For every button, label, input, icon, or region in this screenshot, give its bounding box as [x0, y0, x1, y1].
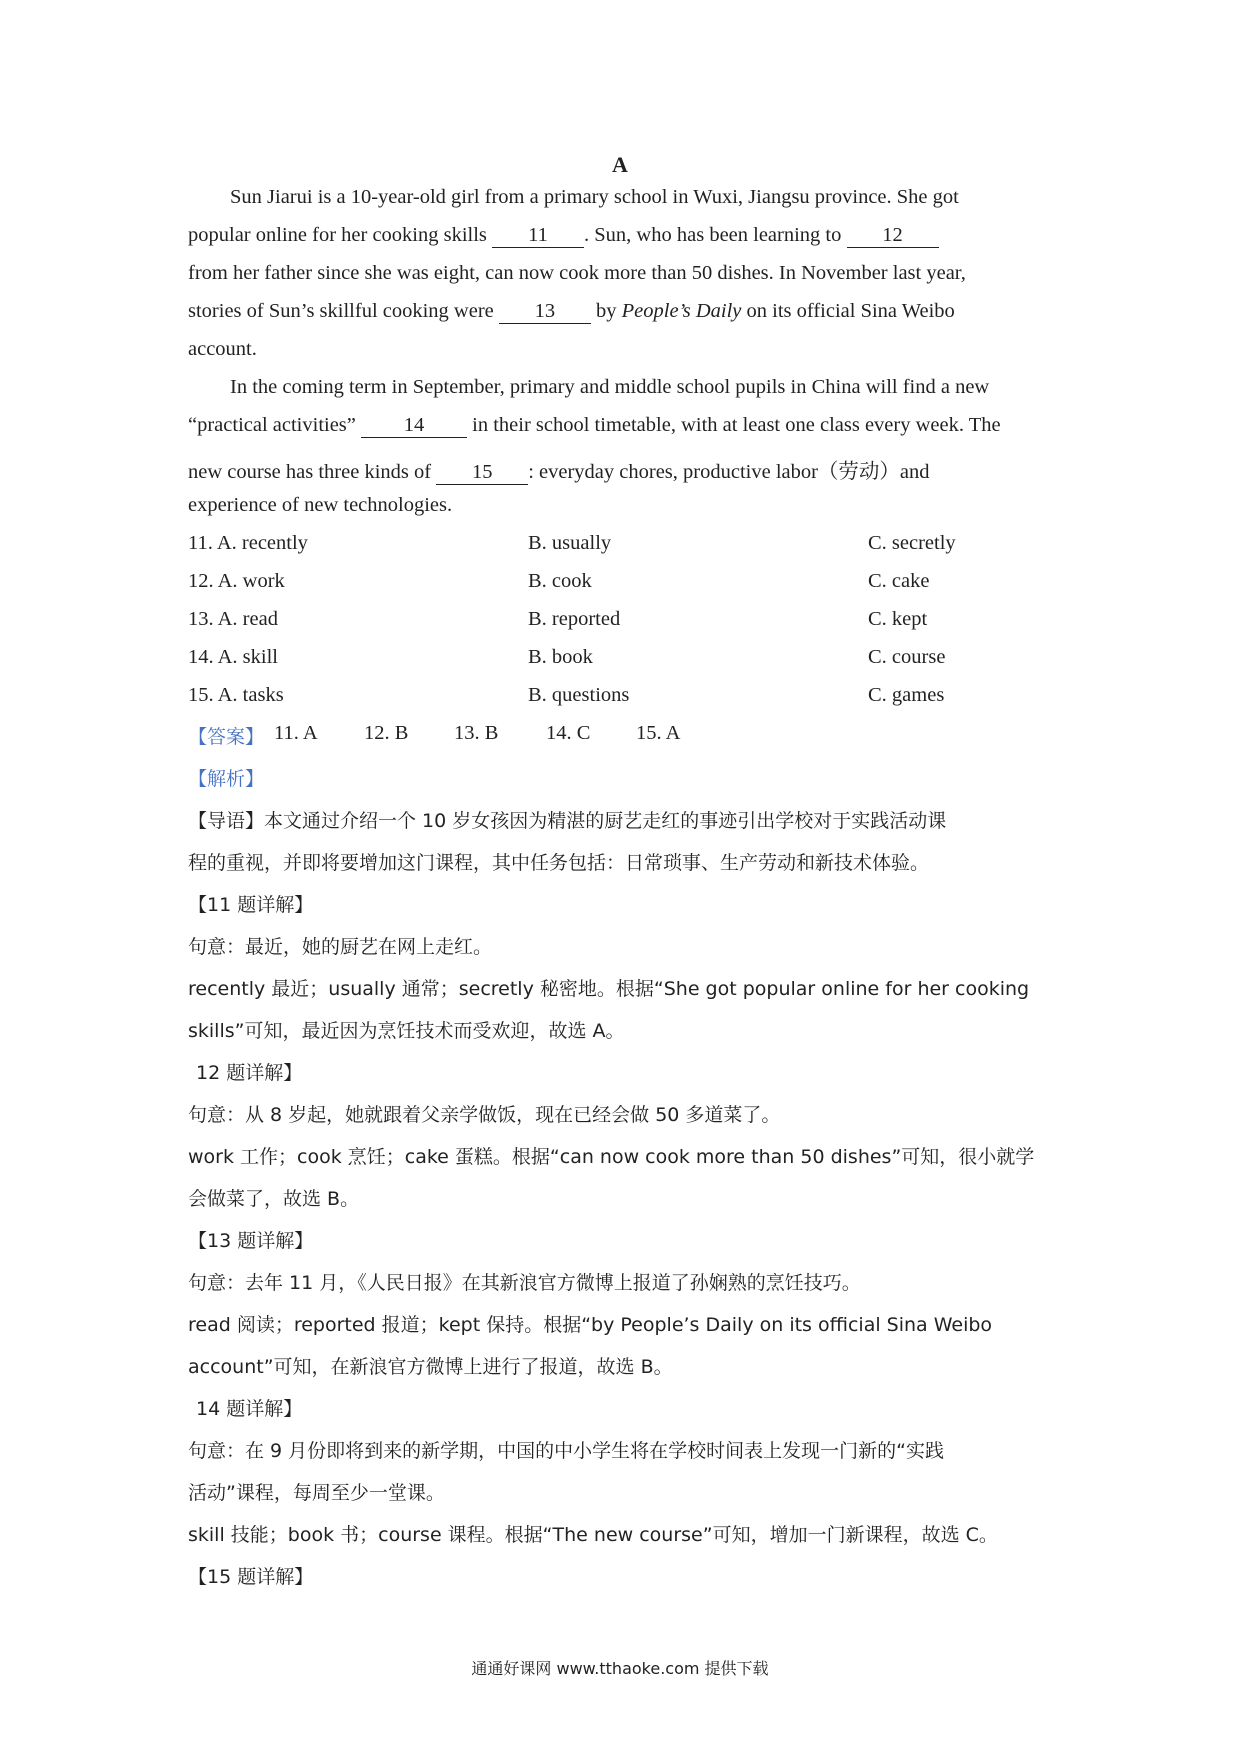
answer-item: 13. B: [454, 722, 499, 744]
explanation-line: 句意：在 9 月份即将到来的新学期，中国的中小学生将在学校时间表上发现一门新的“实践: [188, 1440, 945, 1462]
passage-line: from her father since she was eight, can now cook more than 50 dishes. In November last year,: [188, 262, 966, 284]
option-13-a: 13. A. read: [188, 608, 278, 630]
explanation-line: read 阅读；reported 报道；kept 保持。根据“by People’s Daily on its official Sina Weibo: [188, 1314, 993, 1336]
passage-line: [188, 414, 1001, 438]
option-13-c: C. kept: [868, 608, 928, 630]
passage-line: experience of new technologies.: [188, 494, 453, 516]
answer-item: 12. B: [364, 722, 409, 744]
explanation-line: 会做菜了，故选 B。: [188, 1188, 360, 1210]
passage-text: in their school timetable, with at least one class every week. The: [467, 414, 1001, 436]
explanation-heading: 12 题详解】: [196, 1062, 303, 1084]
answer-label: 【答案】: [188, 726, 265, 748]
passage-text: “practical activities”: [188, 414, 362, 436]
explanation-line: skills”可知，最近因为烹饪技术而受欢迎，故选 A。: [188, 1020, 625, 1042]
section-title: A: [612, 152, 628, 177]
passage-line: [188, 454, 930, 485]
blank-13: 13: [499, 300, 591, 324]
answer-item: 11. A: [274, 722, 318, 744]
explanation-heading: 【15 题详解】: [188, 1566, 314, 1588]
explanation-line: skill 技能；book 书；course 课程。根据“The new course”可知，增加一门新课程，故选 C。: [188, 1524, 998, 1546]
explanation-line: recently 最近；usually 通常；secretly 秘密地。根据“She got popular online for her cooking: [188, 978, 1030, 1000]
option-15-a: 15. A. tasks: [188, 684, 284, 706]
passage-text: by: [590, 300, 622, 322]
blank-11: 11: [492, 224, 584, 248]
explanation-heading: 【11 题详解】: [188, 894, 314, 916]
passage-line: Sun Jiarui is a 10-year-old girl from a primary school in Wuxi, Jiangsu province. She got: [230, 186, 959, 208]
passage-text: new course has three kinds of: [188, 461, 437, 483]
option-11-a: 11. A. recently: [188, 532, 308, 554]
answer-item: 14. C: [546, 722, 591, 744]
option-11-c: C. secretly: [868, 532, 956, 554]
passage-line: account.: [188, 338, 257, 360]
answer-item: 15. A: [636, 722, 681, 744]
passage-text: . Sun, who has been learning to: [584, 224, 847, 246]
option-14-c: C. course: [868, 646, 946, 668]
passage-text: on its official Sina Weibo: [741, 300, 955, 322]
passage-line: [188, 224, 939, 248]
explanation-line: work 工作；cook 烹饪；cake 蛋糕。根据“can now cook more than 50 dishes”可知，很小就学: [188, 1146, 1035, 1168]
option-15-c: C. games: [868, 684, 945, 706]
option-12-b: B. cook: [528, 570, 592, 592]
blank-12: 12: [847, 224, 939, 248]
explanation-line: 句意：最近，她的厨艺在网上走红。: [188, 936, 493, 958]
option-15-b: B. questions: [528, 684, 630, 706]
answer-row: [188, 722, 264, 749]
explanation-heading: 14 题详解】: [196, 1398, 303, 1420]
passage-text: : everyday chores, productive labor（劳动）and: [528, 461, 930, 483]
explanation-heading: 【13 题详解】: [188, 1230, 314, 1252]
explanation-line: 程的重视，并即将要增加这门课程，其中任务包括：日常琐事、生产劳动和新技术体验。: [188, 852, 930, 874]
option-13-b: B. reported: [528, 608, 621, 630]
option-11-b: B. usually: [528, 532, 612, 554]
option-12-a: 12. A. work: [188, 570, 285, 592]
option-14-b: B. book: [528, 646, 593, 668]
blank-14: 14: [361, 414, 467, 438]
blank-15: 15: [436, 461, 528, 485]
footer-watermark: 通通好课网 www.tthaoke.com 提供下载: [471, 1659, 769, 1678]
passage-line: In the coming term in September, primary and middle school pupils in China will find a new: [230, 376, 990, 398]
analysis-label: 【解析】: [188, 768, 265, 790]
passage-text: popular online for her cooking skills: [188, 224, 493, 246]
explanation-line: 活动”课程，每周至少一堂课。: [188, 1482, 445, 1504]
explanation-line: 句意：去年 11 月，《人民日报》在其新浪官方微博上报道了孙娴熟的烹饪技巧。: [188, 1272, 861, 1294]
explanation-line: account”可知，在新浪官方微博上进行了报道，故选 B。: [188, 1356, 673, 1378]
newspaper-name: People’s Daily: [621, 300, 742, 322]
option-12-c: C. cake: [868, 570, 930, 592]
explanation-line: 【导语】本文通过介绍一个 10 岁女孩因为精湛的厨艺走红的事迹引出学校对于实践活动课: [188, 810, 947, 832]
passage-text: stories of Sun’s skillful cooking were: [188, 300, 499, 322]
explanation-line: 句意：从 8 岁起，她就跟着父亲学做饭，现在已经会做 50 多道菜了。: [188, 1104, 781, 1126]
option-14-a: 14. A. skill: [188, 646, 278, 668]
passage-line: [188, 300, 955, 324]
